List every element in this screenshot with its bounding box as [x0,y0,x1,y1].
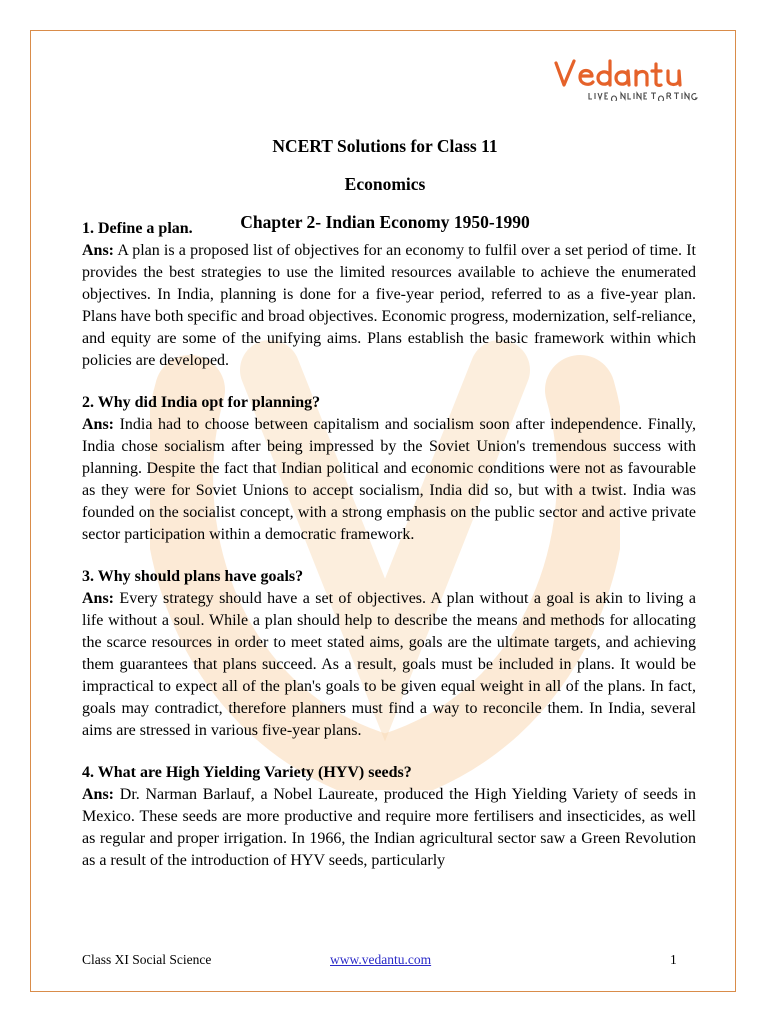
question-heading: 1. Define a plan. [82,220,193,237]
question-block-2 [82,392,696,546]
question-block-3 [82,566,696,742]
page-footer [82,952,682,972]
footer-class-label: Class XI Social Science [82,952,212,967]
vedantu-logo-wordmark [552,55,702,91]
answer-label: Ans: [82,416,115,433]
page-number: 1 [670,952,677,967]
answer-text: Dr. Narman Barlauf, a Nobel Laureate, produced the High Yielding Variety of seeds in Mexico. These seeds are more productive and require more fertilisers and insecticides, as well as regular and proper irrigation. In 1966, the Indian agricultural sector saw a Green Revolution as a result of the introduction of HYV seeds, particularly [82,786,697,869]
document-title: NCERT Solutions for Class 11 [272,136,498,156]
subject-title: Economics [344,174,426,194]
question-heading: 2. Why did India opt for planning? [82,394,321,411]
answer-text: Every strategy should have a set of objectives. A plan without a goal is akin to living a life without a soul. While a plan should help to describe the means and methods for allocating the scarce resources in order to meet stated aims, goals are the ultimate targets, and achieving them guarantees that plans succeed. As a result, goals must be included in plans. It would be impractical to expect all of the plan's goals to be given equal weight in all of the plans. In fact, goals may contradict, therefore planners must find a way to reconcile them. In India, several aims are stressed in various five-year plans. [82,590,696,739]
vedantu-logo-tagline [588,91,700,101]
answer-label: Ans: [82,242,115,259]
answer-paragraph [82,784,696,872]
answer-label: Ans: [82,786,115,803]
question-heading: 3. Why should plans have goals? [82,568,304,585]
chapter-title: Chapter 2- Indian Economy 1950-1990 [240,212,530,232]
question-list [82,218,696,892]
answer-text: A plan is a proposed list of objectives for an economy to fulfil over a set period of time. It provides the best strategies to use the limited resources available to achieve the enumerated objectives. In India, planning is done for a five-year period, referred to as a five-year plan. Plans have both specific and broad objectives. Economic progress, modernization, self-reliance, and equity are some of the unifying aims. Plans establish the basic framework within which policies are developed. [82,242,697,369]
question-heading: 4. What are High Yielding Variety (HYV) seeds? [82,764,412,781]
vedantu-logo [552,55,702,105]
website-link[interactable]: www.vedantu.com [330,952,432,967]
answer-label: Ans: [82,590,115,607]
question-block-4 [82,762,696,872]
answer-paragraph [82,414,696,546]
answer-text: India had to choose between capitalism and socialism soon after independence. Finally, India chose socialism after being impressed by the Soviet Union's tremendous success with planning. Despite the fact that Indian political and economic conditions were not as favourable as they were for Soviet Unions to accept socialism, India did so, but with a twist. India was founded on the socialist concept, with a strong emphasis on the public sector and active private sector participation within a democratic framework. [82,416,696,543]
question-block-1 [82,218,696,372]
answer-paragraph [82,240,696,372]
answer-paragraph [82,588,696,742]
